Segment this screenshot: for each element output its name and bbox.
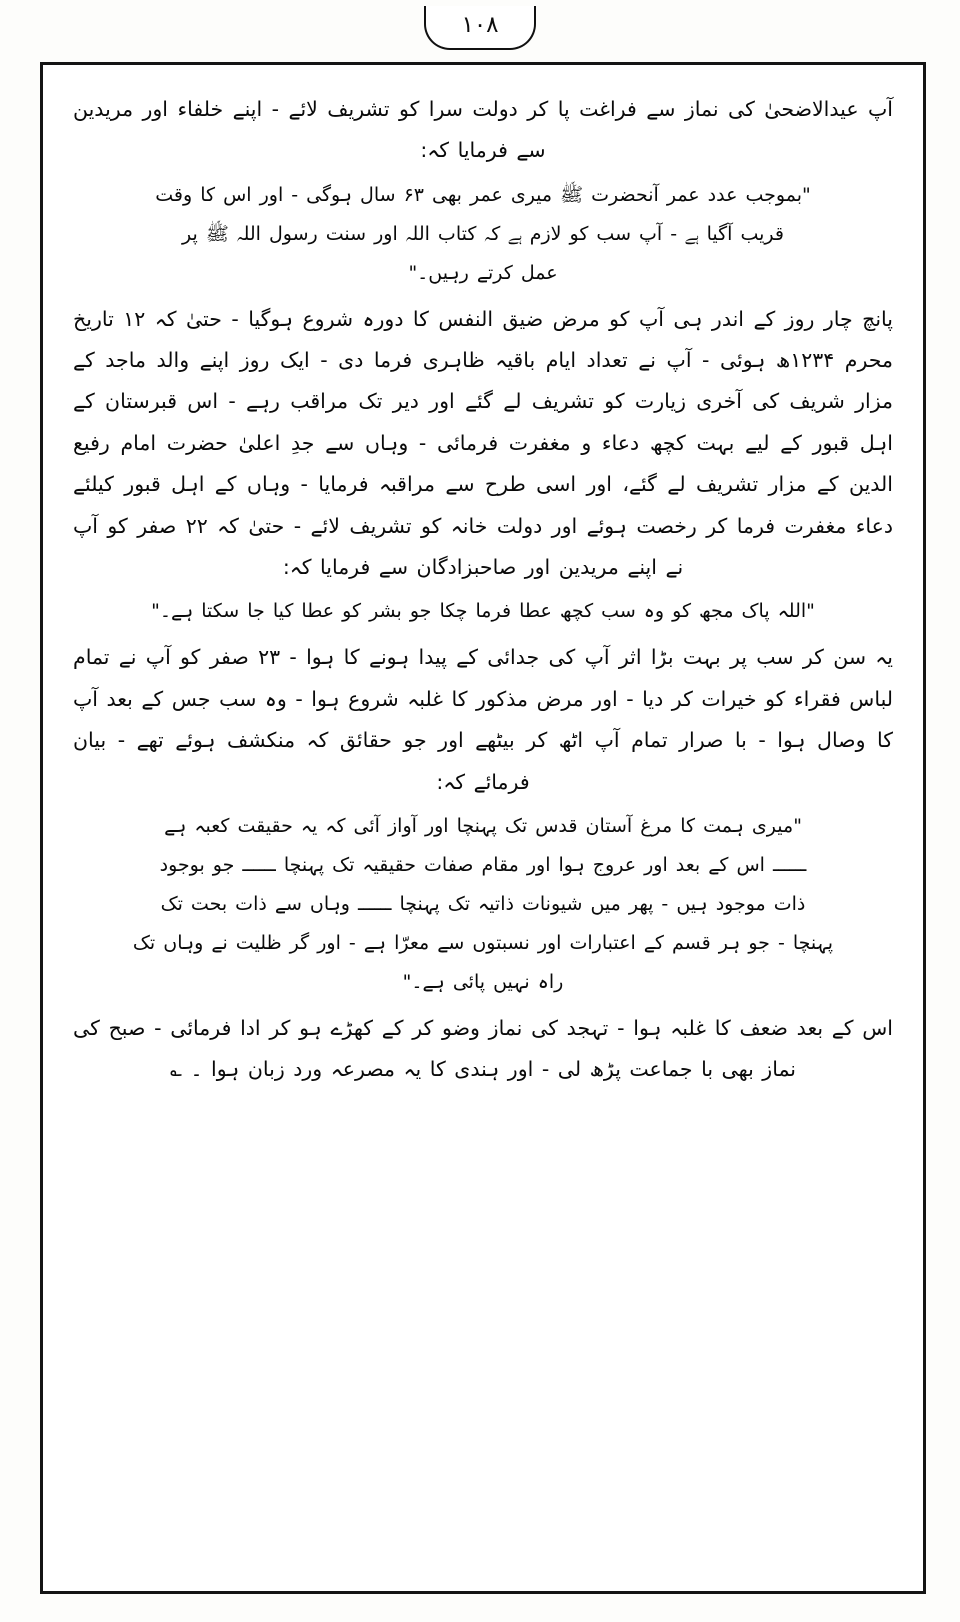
quote-1-line-1: "بموجب عدد عمر آنحضرت ﷺ میری عمر بھی ۶۳ سال ہوگی - اور اس کا وقت	[155, 183, 811, 206]
text-body	[51, 73, 915, 1583]
quotation-block-3	[99, 807, 867, 1002]
quote-3-line-5: راہ نہیں پائی ہے۔"	[402, 970, 564, 993]
quote-1-line-3: عمل کرتے رہیں۔"	[408, 261, 558, 284]
quote-3-line-1: "میری ہمت کا مرغ آستان قدس تک پہنچا اور آواز آئی کہ یہ حقیقت کعبہ ہے	[164, 815, 802, 838]
paragraph-2: پانچ چار روز کے اندر ہی آپ کو مرض ضیق النفس کا دورہ شروع ہوگیا - حتیٰ کہ ۱۲ تاریخ محرم ۱۲۳۴ھ ہوئی - آپ نے تعداد ایام باقیہ ظاہری فرما دی - ایک روز اپنے والد ماجد کے مزار شریف کی آخری زیارت کو تشریف لے گئے اور دیر تک مراقب رہے - اس قبرستان کے اہل قبور کے لیے بہت کچھ دعاء و مغفرت فرمائی - وہاں سے جدِ اعلیٰ حضرت امام رفیع الدین کے مزار تشریف لے گئے، اور اسی طرح سے مراقبہ فرمایا - وہاں کے اہل قبور کیلئے دعاء مغفرت فرما کر رخصت ہوئے اور دولت خانہ کو تشریف لائے - حتیٰ کہ ۲۲ صفر کو آپ نے اپنے مریدین اور صاحبزادگان سے فرمایا کہ:	[73, 306, 894, 580]
quote-1-line-2: قریب آگیا ہے - آپ سب کو لازم ہے کہ کتاب اللہ اور سنت رسول اللہ ﷺ پر	[182, 222, 784, 245]
quotation-block-1	[99, 176, 867, 293]
quote-3-line-2: ــــــ اس کے بعد اور عروج ہوا اور مقام صفات حقیقیہ تک پہنچا ــــــ جو بوجود	[159, 853, 807, 876]
paragraph-3: یہ سن کر سب پر بہت بڑا اثر آپ کی جدائی کے پیدا ہونے کا ہوا - ۲۳ صفر کو آپ نے تمام لباس فقراء کو خیرات کر دیا - اور مرض مذکور کا غلبہ شروع ہوا - وہ سب جس کے بعد آپ کا وصال ہوا - با صرار تمام آپ اٹھ کر بیٹھے اور جو حقائق کہ منکشف ہوئے تھے - بیان فرمائے کہ:	[73, 645, 894, 794]
page-number: ۱۰۸	[424, 6, 536, 50]
quotation-block-2: "اللہ پاک مجھ کو وہ سب کچھ عطا فرما چکا جو بشر کو عطا کیا جا سکتا ہے۔"	[151, 600, 815, 623]
paragraph-1: آپ عیدالاضحیٰ کی نماز سے فراغت پا کر دولت سرا کو تشریف لائے - اپنے خلفاء اور مریدین سے فرمایا کہ:	[73, 97, 893, 163]
quote-3-line-4: پہنچا - جو ہر قسم کے اعتبارات اور نسبتوں سے معرّا ہے - اور گر ظلیت نے وہاں تک	[132, 931, 834, 954]
paragraph-4: اس کے بعد ضعف کا غلبہ ہوا - تہجد کی نماز وضو کر کے کھڑے ہو کر ادا فرمائی - صبح کی نماز بھی با جماعت پڑھ لی - اور ہندی کا یہ مصرعہ ورد زبان ہوا ۔ ؎	[73, 1015, 893, 1082]
page-number-container	[0, 6, 960, 58]
text-frame-border	[40, 62, 926, 1594]
quote-3-line-3: ذات موجود ہیں - پھر میں شیونات ذاتیہ تک پہنچا ــــــ وہاں سے ذات بحت تک	[160, 892, 806, 915]
